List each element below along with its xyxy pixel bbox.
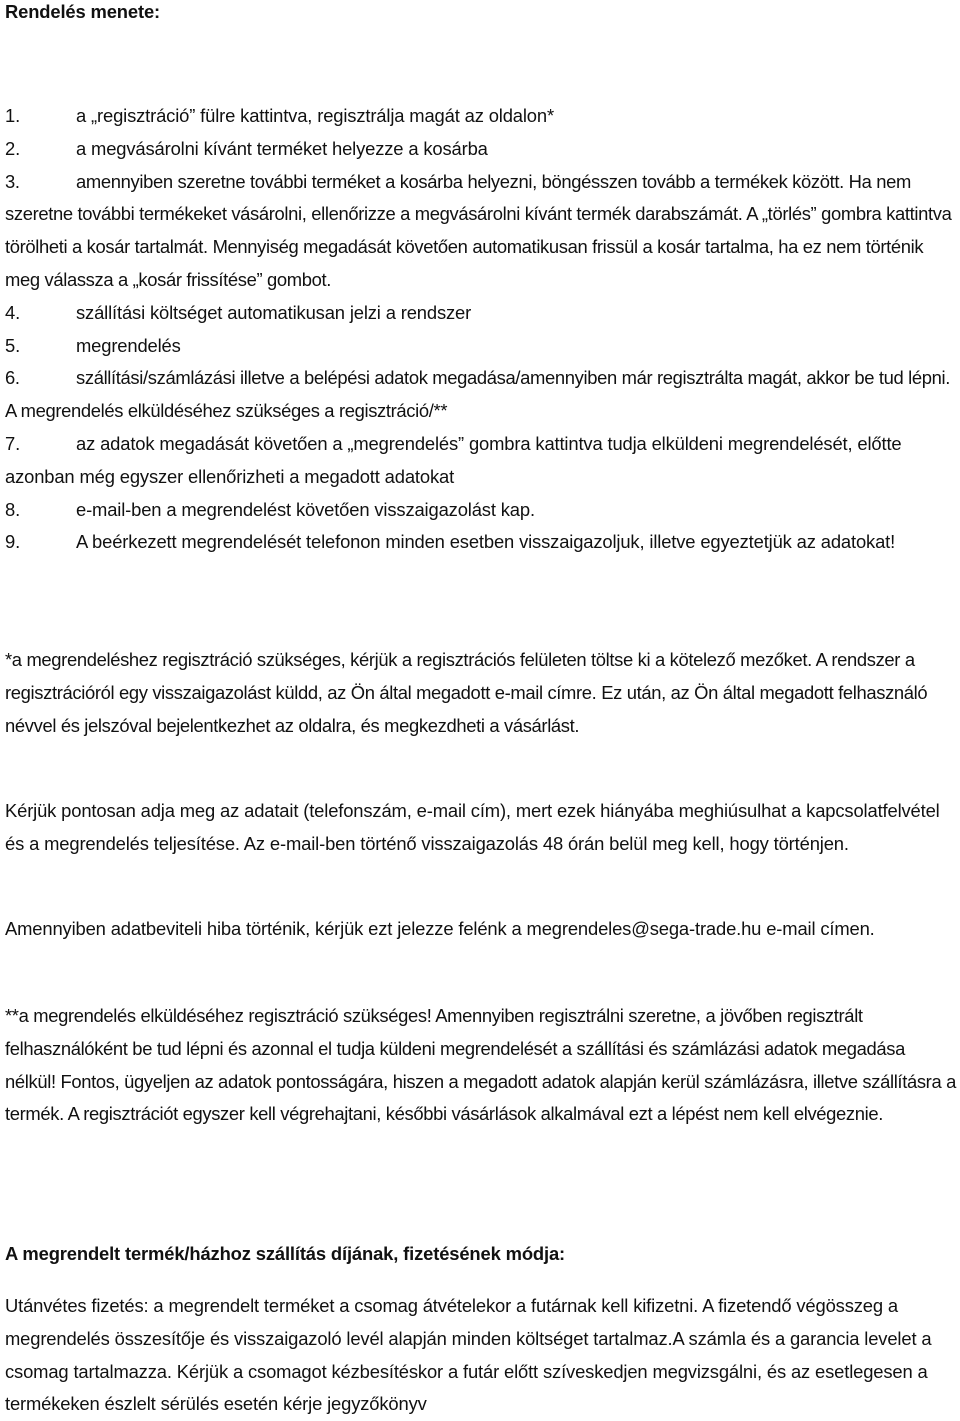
step-2: 2. a megvásárolni kívánt terméket helyezze a kosárba: [5, 137, 488, 159]
error-contact-note: Amennyiben adatbeviteli hiba történik, kérjük ezt jelezze felénk a megrendeles@sega-trade.hu e-mail címen.: [5, 918, 875, 939]
step-9: 9. A beérkezett megrendelését telefonon minden esetben visszaigazoljuk, illetve egyeztetjük az adatokat!: [5, 531, 896, 553]
step-5: 5. megrendelés: [5, 334, 181, 356]
step-7: 7. az adatok megadását követően a „megrendelés” gombra kattintva tudja elküldeni megrendelését, előtte azonban még egyszer ellenőrizheti a megadott adatokat: [5, 432, 902, 487]
registration-note: *a megrendeléshez regisztráció szükséges, kérjük a regisztrációs felületen töltse ki a kötelező mezőket. A rendszer a regisztrációról egy visszaigazolást küldd, az Ön által megadott e-mail címre. Ez után, az Ön által megadott felhasználó névvel és jelszóval bejelentkezhet az oldalra, és megkezdheti a vásárlást.: [5, 649, 928, 736]
registration-required-note: **a megrendelés elküldéséhez regisztráció szükséges! Amennyiben regisztrálni szeretne, a jövőben regisztrált felhasználóként be tud lépni és azonnal el tudja küldeni megrendelését a szállítási és számlázási adatok megadása nélkül! Fontos, ügyeljen az adatok pontosságára, hiszen a megadott adatok alapján kerül számlázásra, illetve szállításra a termék. A regisztrációt egyszer kell végrehajtani, későbbi vásárlások alkalmával ezt a lépést nem kell elvégeznie.: [5, 1005, 956, 1125]
step-1: 1. a „regisztráció” fülre kattintva, regisztrálja magát az oldalon*: [5, 105, 554, 126]
data-accuracy-note: Kérjük pontosan adja meg az adatait (telefonszám, e-mail cím), mert ezek hiányába meghiúsulhat a kapcsolatfelvétel és a megrendelés teljesítése. Az e-mail-ben történő visszaigazolás 48 órán belül meg kell, hogy történjen.: [5, 800, 940, 854]
payment-description: Utánvétes fizetés: a megrendelt terméket a csomag átvételekor a futárnak kell kifizetni. A fizetendő végösszeg a megrendelés összesítője és visszaigazoló levél alapján minden költséget tartalmaz.A számla és a garancia levelet a csomag tartalmazza. Kérjük a csomagot kézbesítéskor a futár előtt szíveskedjen megvizsgálni, és az esetlegesen a termékeken észlelt sérülés esetén kérje jegyzőkönyv: [5, 1295, 932, 1415]
steps-list: [5, 100, 957, 559]
heading-payment-method: A megrendelt termék/házhoz szállítás díjának, fizetésének módja:: [5, 1243, 566, 1264]
step-8: 8. e-mail-ben a megrendelést követően visszaigazolást kap.: [5, 498, 535, 520]
heading-order-process: Rendelés menete:: [5, 1, 160, 22]
step-6: 6. szállítási/számlázási illetve a belépési adatok megadása/amennyiben már regisztrálta magát, akkor be tud lépni. A megrendelés elküldéséhez szükséges a regisztráció/**: [5, 367, 951, 422]
step-4: 4. szállítási költséget automatikusan jelzi a rendszer: [5, 301, 472, 323]
step-3: 3. amennyiben szeretne további terméket a kosárba helyezni, böngésszen tovább a termékek között. Ha nem szeretne további termékeket vásárolni, ellenőrizze a megvásárolni kívánt termék darabszámát. A „törlés” gombra kattintva törölheti a kosár tartalmát. Mennyiség megadását követően automatikusan frissül a kosár tartalma, ha ez nem történik meg válassza a „kosár frissítése” gombot.: [5, 170, 952, 290]
